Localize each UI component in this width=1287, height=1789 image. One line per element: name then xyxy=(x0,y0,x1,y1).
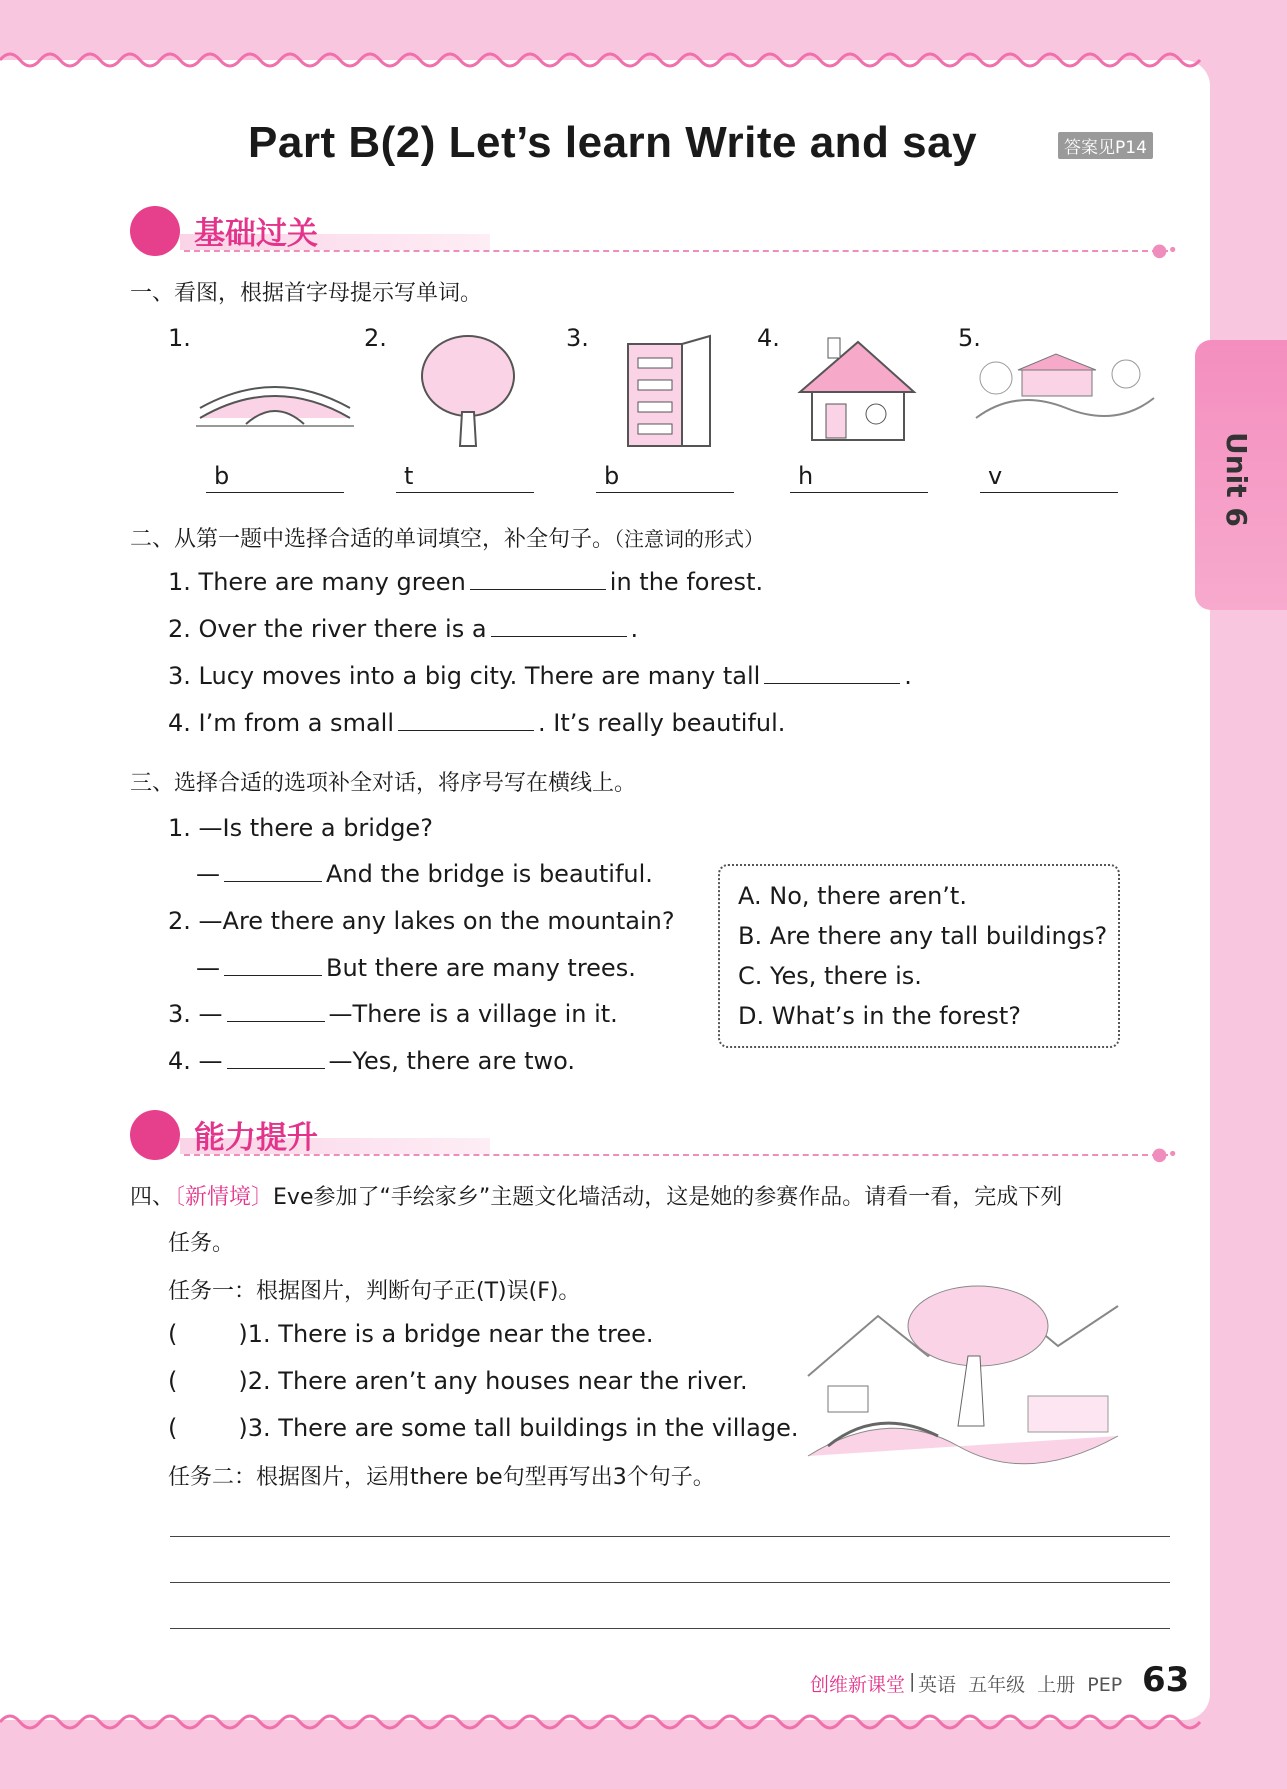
q1-item-num: 3. xyxy=(566,324,589,352)
q3-options-box xyxy=(718,864,1120,1048)
answer-paren[interactable]: ( ) xyxy=(168,1414,248,1442)
q2-sentence-4: 4. I’m from a small . It’s really beautiful. xyxy=(168,709,786,737)
bridge-illustration-icon xyxy=(196,378,354,434)
bottom-wave-border xyxy=(0,1710,1240,1734)
q4-task2: 任务二：根据图片，运用there be句型再写出3个句子。 xyxy=(168,1465,715,1490)
tf-item-2: ( )2. There aren’t any houses near the river. xyxy=(168,1367,748,1395)
section-advanced-heading: 能力提升 ●• xyxy=(128,1108,1168,1168)
tf-item-3: ( )3. There are some tall buildings in the village. xyxy=(168,1414,799,1442)
q1-answer-line[interactable]: b xyxy=(206,462,344,493)
answer-blank[interactable] xyxy=(224,880,322,882)
q3-dialogue-2b: — But there are many trees. xyxy=(196,954,636,982)
writing-line[interactable] xyxy=(170,1628,1170,1629)
q1-instruction: 一、看图，根据首字母提示写单词。 xyxy=(130,281,483,306)
girl-avatar-icon xyxy=(130,206,180,256)
q1-answer-line[interactable]: b xyxy=(596,462,734,493)
monkey-avatar-icon xyxy=(130,1110,180,1160)
building-illustration-icon xyxy=(626,334,714,448)
house-illustration-icon xyxy=(796,336,918,444)
answer-blank[interactable] xyxy=(227,1020,325,1022)
q3-dialogue-4: 4. — —Yes, there are two. xyxy=(168,1047,576,1075)
q1-answer-line[interactable]: t xyxy=(396,462,534,493)
tf-item-1: ( )1. There is a bridge near the tree. xyxy=(168,1320,654,1348)
q3-instruction: 三、选择合适的选项补全对话，将序号写在横线上。 xyxy=(130,771,637,796)
q2-sentence-2: 2. Over the river there is a . xyxy=(168,615,639,643)
writing-line[interactable] xyxy=(170,1582,1170,1583)
footer-divider: | xyxy=(909,1670,916,1692)
q1-item-num: 1. xyxy=(168,324,191,352)
q1-item-num: 4. xyxy=(757,324,780,352)
q1-item-num: 2. xyxy=(364,324,387,352)
option-d: D. What’s in the forest? xyxy=(738,1002,1021,1030)
unit-side-tab xyxy=(1195,340,1287,610)
q3-dialogue-1a: 1. —Is there a bridge? xyxy=(168,814,433,842)
q1-answer-line[interactable]: h xyxy=(790,462,928,493)
answer-paren[interactable]: ( ) xyxy=(168,1320,248,1348)
top-wave-border xyxy=(0,48,1240,72)
option-b: B. Are there any tall buildings? xyxy=(738,922,1108,950)
q4-instruction-cont: 任务。 xyxy=(168,1231,235,1256)
answer-paren[interactable]: ( ) xyxy=(168,1367,248,1395)
new-context-tag: 〔新情境〕 xyxy=(174,1185,274,1210)
writing-line[interactable] xyxy=(170,1536,1170,1537)
page-title: Part B(2) Let’s learn Write and say xyxy=(248,118,978,167)
q3-dialogue-3: 3. — —There is a village in it. xyxy=(168,1000,618,1028)
hometown-scene-illustration-icon xyxy=(808,1256,1118,1482)
page-number: 63 xyxy=(1142,1660,1190,1700)
footer-info: 英语 五年级 上册 PEP xyxy=(918,1674,1123,1696)
answer-blank[interactable] xyxy=(227,1067,325,1069)
q3-dialogue-1b: — And the bridge is beautiful. xyxy=(196,860,653,888)
tree-illustration-icon xyxy=(418,334,518,452)
q2-sentence-1: 1. There are many green in the forest. xyxy=(168,568,764,596)
option-c: C. Yes, there is. xyxy=(738,962,922,990)
answer-reference-badge: 答案见P14 xyxy=(1058,132,1153,159)
q3-dialogue-2a: 2. —Are there any lakes on the mountain? xyxy=(168,907,675,935)
answer-blank[interactable] xyxy=(398,729,534,731)
q2-sentence-3: 3. Lucy moves into a big city. There are many tall . xyxy=(168,662,912,690)
q2-instruction: 二、从第一题中选择合适的单词填空，补全句子。（注意词的形式） xyxy=(130,527,765,552)
answer-blank[interactable] xyxy=(224,974,322,976)
dots-decoration-icon: ●• xyxy=(1151,1144,1178,1165)
option-a: A. No, there aren’t. xyxy=(738,882,967,910)
q1-answer-line[interactable]: v xyxy=(980,462,1118,493)
village-illustration-icon xyxy=(976,348,1154,432)
answer-blank[interactable] xyxy=(470,588,606,590)
section-basic-heading: 基础过关 ●• xyxy=(128,204,1168,264)
q4-instruction: 四、〔新情境〕Eve参加了“手绘家乡”主题文化墙活动，这是她的参赛作品。请看一看，完成下列 xyxy=(130,1185,1063,1210)
q4-task1: 任务一：根据图片，判断句子正(T)误(F)。 xyxy=(168,1279,581,1304)
answer-blank[interactable] xyxy=(491,635,627,637)
dots-decoration-icon: ●• xyxy=(1151,240,1178,261)
answer-blank[interactable] xyxy=(764,682,900,684)
q1-item-num: 5. xyxy=(958,324,981,352)
unit-label: Unit 6 xyxy=(1220,432,1253,527)
footer-brand: 创维新课堂 xyxy=(810,1674,906,1696)
